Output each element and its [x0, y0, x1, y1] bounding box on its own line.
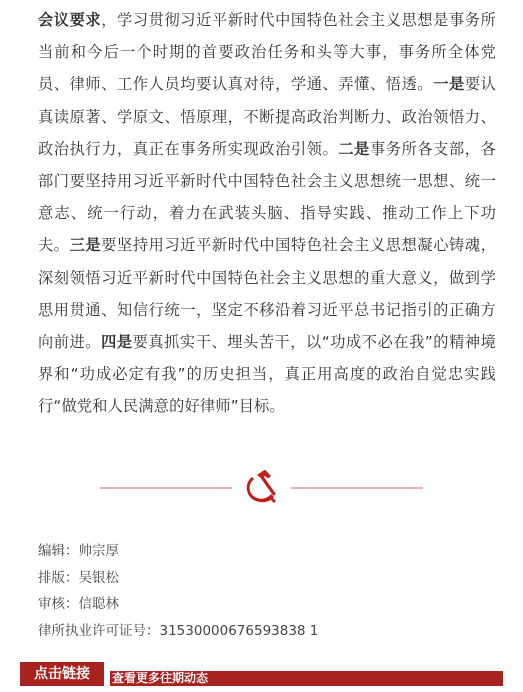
article-segment: 要认真读原著、学原文、悟原理，不断提高政治判断力、政治领悟力、政治执行力，真正在事务所实现政治引领。	[38, 75, 497, 158]
article-segment: 要坚持用习近平新时代中国特色社会主义思想凝心铸魂，深刻领悟习近平新时代中国特色社会主义思想的重大意义，做到学思用贯通、知信行统一，坚定不移沿着习近平总书记指引的正确方向前进。	[38, 236, 497, 352]
reviewer-credit: 审核：信聪林	[38, 596, 119, 612]
article-body	[38, 4, 496, 423]
click-link-button[interactable]: 点击链接	[20, 662, 104, 686]
more-news-label: 查看更多往期动态	[112, 671, 209, 685]
hammer-sickle-icon	[240, 470, 282, 506]
section-divider	[0, 468, 523, 508]
more-news-bar[interactable]	[110, 671, 503, 686]
article-segment: 会议要求	[38, 11, 102, 29]
editor-credit: 编辑：帅宗厚	[38, 543, 119, 559]
layout-credit: 排版：吴银松	[38, 569, 119, 586]
article-segment: 要真抓实干、埋头苦干，以“功成不必在我”的精神境界和“功成必定有我”的历史担当，真正用高度的政治自觉忠实践行“做党和人民满意的好律师”目标。	[38, 333, 496, 416]
article-segment: 事务所各支部，各部门要坚持用习近平新时代中国特色社会主义思想统一思想、统一意志、统一行动，着力在武装头脑、指导实践、推动工作上下功夫。	[38, 139, 496, 255]
article-segment: 三是	[69, 236, 102, 255]
credits	[38, 538, 318, 644]
article-segment: 一是	[433, 75, 465, 94]
article-segment: 四是	[101, 333, 133, 352]
article-segment: ，学习贯彻习近平新时代中国特色社会主义思想是事务所当前和今后一个时期的首要政治任务和头等大事，事务所全体党员、律师、工作人员均要认真对待，学通、弄懂、悟透。	[38, 11, 496, 94]
article-segment: 二是	[338, 139, 370, 158]
license-number: 律所执业许可证号：31530000676593838 1	[38, 622, 319, 639]
divider-line-left	[100, 487, 232, 489]
divider-line-right	[291, 487, 423, 489]
footer-link-bar[interactable]	[20, 662, 503, 686]
